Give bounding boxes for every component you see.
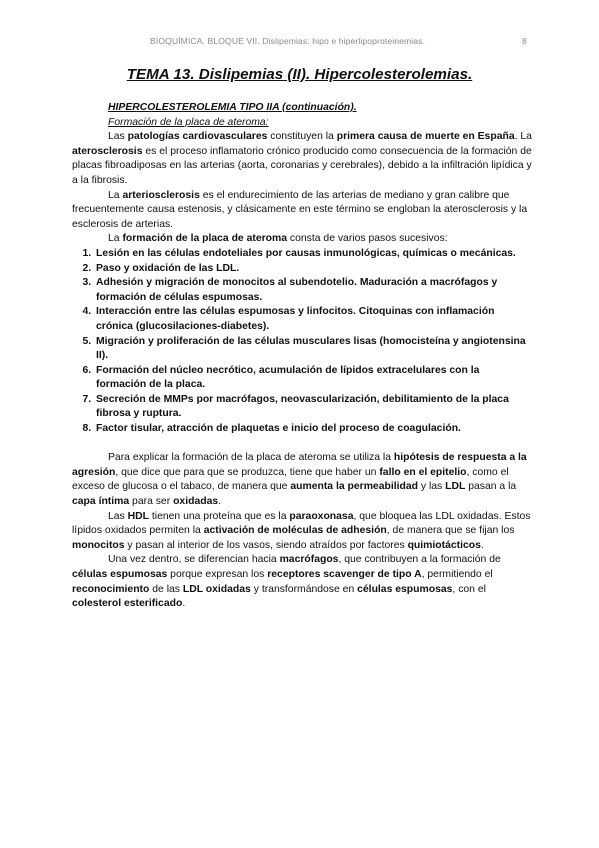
paragraph-plaque-formation: La formación de la placa de ateroma consta de varios pasos sucesivos: [108,233,448,245]
paragraph-cardiovascular: Las patologías cardiovasculares constituyen la primera causa de muerte en España. La aterosclerosis es el proceso inflamatorio crónico producido como consecuencia de la formación de placas fibroadiposas en las arterias (aorta, coronarias y cerebrales), debido a la infiltración lipídica y a la fibrosis. [72,131,532,186]
running-title: BIOQUÍMICA. BLOQUE VII. Dislipemias: hipo e hiperlipoproteinemias. [150,36,426,46]
list-item: 4. Interacción entre las células espumosas y linfocitos. Citoquinas con inflamación crónica (glucosilaciones-diabetes). [94,305,532,334]
plaque-steps-list [72,247,532,437]
paragraph-aggression-hypothesis: Para explicar la formación de la placa de ateroma se utiliza la hipótesis de respuesta a la agresión, que dice que para que se produzca, tiene que haber un fallo en el epitelio, como el exceso de glucosa o el tabaco, de manera que aumenta la permeabilidad y las LDL pasan a la capa íntima para ser oxidadas. [72,452,527,508]
section-subheading: Formación de la placa de ateroma: [108,116,269,128]
list-item: 3. Adhesión y migración de monocitos al subendotelio. Maduración a macrófagos y formación de células espumosas. [94,276,532,305]
list-item: 8. Factor tisular, atracción de plaquetas e inicio del proceso de coagulación. [94,422,532,437]
list-item: 2. Paso y oxidación de las LDL. [94,262,532,277]
list-item: 6. Formación del núcleo necrótico, acumulación de lípidos extracelulares con la formación de la placa. [94,364,532,393]
paragraph-hdl: Las HDL tienen una proteína que es la paraoxonasa, que bloquea las LDL oxidadas. Estos lípidos oxidados permiten la activación de moléculas de adhesión, de manera que se fijan los monocitos y pasan al interior de los vasos, siendo atraídos por factores quimiotácticos. [72,510,531,551]
page-title: TEMA 13. Dislipemias (II). Hipercolesterolemias. [126,66,473,83]
document-body [72,101,532,612]
list-item: 7. Secreción de MMPs por macrófagos, neovascularización, debilitamiento de la placa fibrosa y ruptura. [94,393,532,422]
list-item: 1. Lesión en las células endoteliales por causas inmunológicas, químicas o mecánicas. [94,247,532,262]
spacer [72,437,532,452]
paragraph-macrophages: Una vez dentro, se diferencian hacia macrófagos, que contribuyen a la formación de células espumosas porque expresan los receptores scavenger de tipo A, permitiendo el reconocimiento de las LDL oxidadas y transformándose en células espumosas, con el colesterol esterificado. [72,554,501,610]
section-heading: HIPERCOLESTEROLEMIA TIPO IIA (continuación). [108,102,357,113]
list-item: 5. Migración y proliferación de las células musculares lisas (homocisteína y angiotensina II). [94,335,532,364]
running-header [0,36,599,50]
paragraph-arteriosclerosis: La arteriosclerosis es el endurecimiento de las arterias de mediano y gran calibre que frecuentemente causa estenosis, y clásicamente en este término se engloban la aterosclerosis y la esclerosis de arterias. [72,189,528,230]
page-number: 8 [522,36,527,46]
